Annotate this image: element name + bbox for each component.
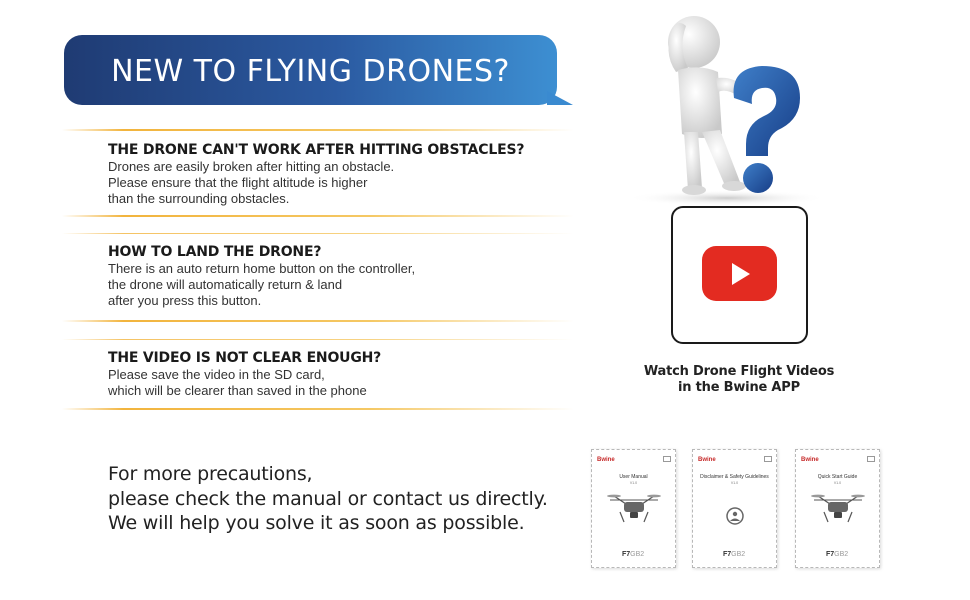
model-label [622,551,644,558]
faq-answer-line: Drones are easily broken after hitting an obstacle. [108,159,395,174]
watch-videos-caption [640,364,838,396]
manual-version: V1.0 [833,481,842,485]
watch-videos-line: in the Bwine APP [678,380,800,395]
more-info-line: please check the manual or contact us directly. [108,487,548,510]
drone-icon [606,492,662,528]
faq-answer-line: There is an auto return home button on the controller, [108,261,416,276]
faq-item [108,350,568,399]
more-info-line: For more precautions, [108,463,313,485]
faq-question: HOW TO LAND THE DRONE? [108,244,322,260]
thinking-figure-illustration [622,12,827,207]
brand-logo: Bwine [698,457,716,463]
faq-answer-line: Please save the video in the SD card, [108,367,325,382]
user-manual-thumbnail [591,449,676,568]
model-label [826,551,848,558]
faq-answer-line: than the surrounding obstacles. [108,191,290,206]
model-label [723,551,745,558]
manual-title: Disclaimer & Safety Guidelines [700,474,769,480]
divider [62,129,574,131]
watch-videos-line: Watch Drone Flight Videos [643,364,835,379]
quick-start-guide-thumbnail [795,449,880,568]
divider [62,320,574,322]
youtube-play-icon [702,246,777,301]
model-name: F7 [622,551,631,558]
faq-answer-line: Please ensure that the flight altitude is higher [108,175,368,190]
manual-version: V1.0 [629,481,638,485]
safety-guidelines-thumbnail [692,449,777,568]
divider [62,339,574,340]
safety-shield-icon [707,492,763,528]
faq-question: THE DRONE CAN'T WORK AFTER HITTING OBSTACLES? [108,142,525,158]
divider [62,233,574,234]
corner-badge-icon [867,456,875,462]
faq-question: THE VIDEO IS NOT CLEAR ENOUGH? [108,350,382,366]
more-info-line: We will help you solve it as soon as possible. [108,512,525,534]
faq-answer-line: the drone will automatically return & land [108,277,343,292]
question-person-icon [622,12,827,207]
brand-logo: Bwine [801,457,819,463]
model-name: F7 [723,551,732,558]
banner-title: NEW TO FLYING DRONES? [111,54,510,89]
title-banner [64,35,557,105]
faq-item [108,142,568,207]
manual-title: User Manual [619,474,648,480]
brand-logo: Bwine [597,457,615,463]
corner-badge-icon [663,456,671,462]
model-suffix: GB2 [630,551,645,558]
model-suffix: GB2 [834,551,849,558]
more-info-text [108,462,568,536]
divider [62,408,574,410]
drone-icon [810,492,866,528]
faq-answer-line: after you press this button. [108,293,262,308]
model-name: F7 [826,551,835,558]
divider [62,215,574,217]
corner-badge-icon [764,456,772,462]
faq-answer-line: which will be clearer than saved in the phone [108,383,367,398]
model-suffix: GB2 [731,551,746,558]
manual-title: Quick Start Guide [817,474,858,480]
faq-item [108,244,568,309]
youtube-video-button[interactable] [671,206,808,344]
manual-version: V1.0 [730,481,739,485]
